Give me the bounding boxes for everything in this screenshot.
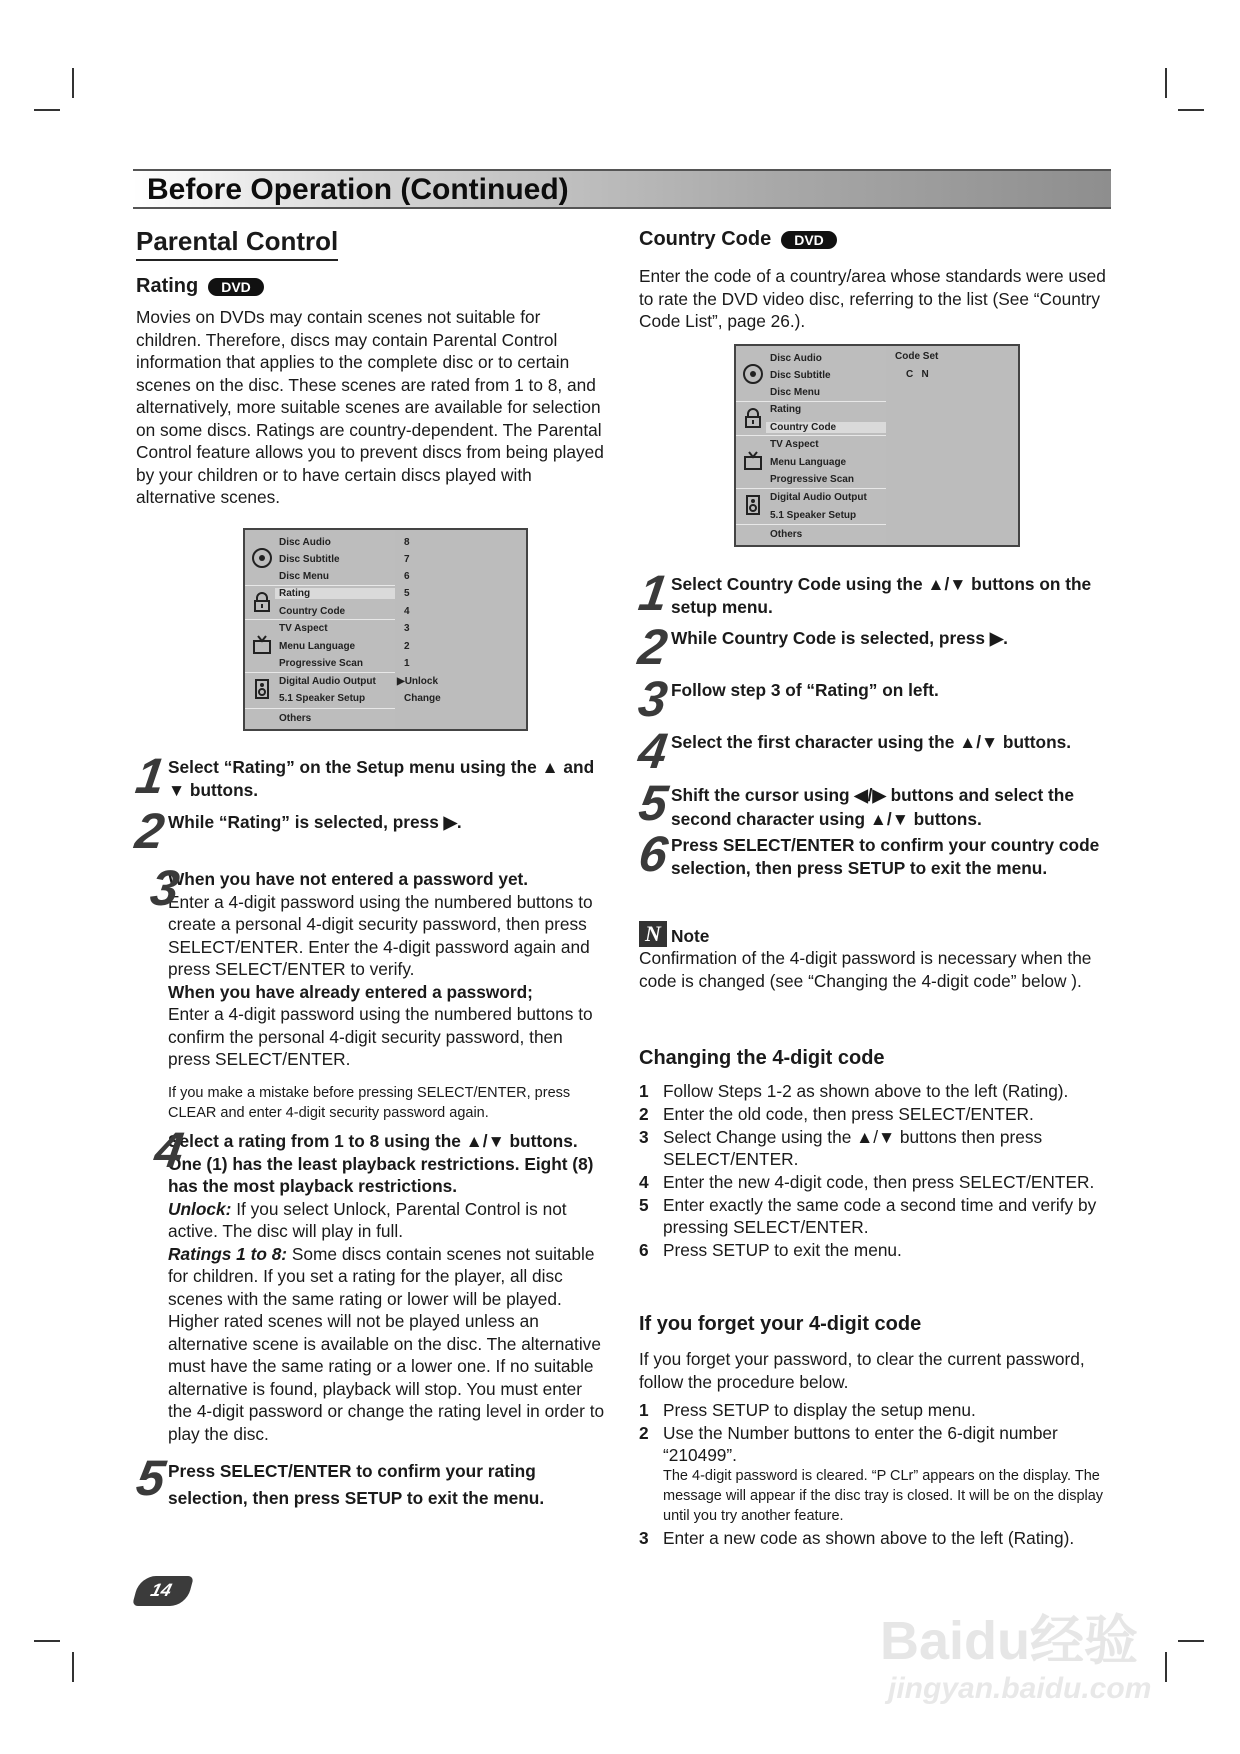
left-step-4 — [136, 1122, 610, 1445]
crop-mark — [1165, 1652, 1167, 1682]
menu-item-progressive-scan: Progressive Scan — [770, 474, 854, 485]
country-code-intro: Enter the code of a country/area whose standards were used to rate the DVD video disc, referring to the list (See “Country Code List”, page 26.). — [639, 266, 1106, 331]
code-set-label: Code Set — [895, 351, 939, 362]
menu-item-digital-audio-output: Digital Audio Output — [279, 676, 376, 687]
changing-code-section — [639, 1047, 1109, 1262]
note-text: Confirmation of the 4-digit password is necessary when the code is changed (see “Changing the 4-digit code” below ). — [639, 948, 1092, 991]
menu-item-country-code: Country Code — [279, 606, 346, 617]
menu-list — [736, 346, 888, 545]
step-text: While Country Code is selected, press ▶. — [671, 628, 1008, 648]
right-step-5 — [635, 775, 1109, 831]
rating-intro: Movies on DVDs may contain scenes not suitable for children. Therefore, discs may contain Parental Control information that applies to the complete disc or to certain scenes on the disc. These scenes are rated from 1 to 8, and alternatively, more suitable scenes are available for selection on some discs. Ratings are country-dependent. The Parental Control feature allows you to prevent discs from being played by your children or to have certain discs played with alternative scenes. — [136, 307, 604, 507]
note-section — [639, 921, 1109, 992]
step-text: Follow step 3 of “Rating” on left. — [671, 680, 939, 700]
menu-item-disc-menu: Disc Menu — [279, 571, 330, 582]
rating-value-change: Change — [404, 693, 441, 704]
disc-icon — [251, 547, 273, 569]
step-text: Select “Rating” on the Setup menu using the ▲ and ▼ buttons. — [168, 757, 595, 800]
page-number: 14 — [148, 1580, 174, 1600]
menu-item-speaker-setup: 5.1 Speaker Setup — [770, 510, 857, 521]
step-text: Enter a 4-digit password using the numbered buttons to confirm the personal 4-digit security password, then press SELECT/ENTER. — [168, 1004, 593, 1069]
changing-code-list — [639, 1080, 1109, 1261]
step-number: 6 — [635, 826, 672, 882]
list-item: 3 Select Change using the ▲/▼ buttons then press SELECT/ENTER. — [639, 1127, 1043, 1169]
rating-heading — [136, 275, 610, 298]
country-code-title: Country Code — [639, 228, 772, 250]
watermark-logo: Baidu经验 — [880, 1611, 1139, 1671]
step-text: Select a rating from 1 to 8 using the ▲/▼ buttons. One (1) has the least playback restrictions. Eight (8) has the most playback restrictions. — [168, 1131, 594, 1196]
menu-item-disc-audio: Disc Audio — [279, 537, 331, 548]
list-item: 1 Follow Steps 1-2 as shown above to the left (Rating). — [639, 1081, 1069, 1101]
unlock-paragraph: Unlock: If you select Unlock, Parental Control is not active. The disc will play in full. — [168, 1198, 567, 1241]
crop-mark — [1165, 68, 1167, 98]
left-step-3 — [136, 860, 610, 1123]
step-subheading: When you have already entered a password; — [168, 981, 533, 1002]
code-set-value: C N — [906, 369, 929, 380]
step-text: While “Rating” is selected, press ▶. — [168, 812, 462, 832]
unlock-label: Unlock: — [168, 1198, 232, 1219]
note-icon: N — [639, 921, 667, 947]
list-item: 5 Enter exactly the same code a second time and verify by pressing SELECT/ENTER. — [639, 1195, 1097, 1237]
dvd-badge: DVD — [781, 231, 837, 249]
rating-value: 3 — [404, 623, 410, 634]
menu-item-tv-aspect: TV Aspect — [279, 623, 328, 634]
menu-item-speaker-setup: 5.1 Speaker Setup — [279, 693, 366, 704]
crop-mark — [34, 109, 60, 111]
section-header-bar — [133, 169, 1111, 209]
disc-icon — [742, 363, 764, 385]
right-column — [639, 228, 1109, 333]
step-number: 1 — [635, 565, 672, 621]
step-number: 4 — [151, 1122, 188, 1178]
list-item: 2 Use the Number buttons to enter the 6-digit number “210499”. The 4-digit password is cleared. “P CLr” appears on the display. The message will appear if the disc tray is closed. It will be on the display until you try another feature. — [639, 1422, 1109, 1526]
rating-setup-menu — [243, 528, 528, 731]
rating-value-unlock: ▶Unlock — [397, 676, 439, 687]
country-code-heading — [639, 228, 1109, 251]
list-item: 1 Press SETUP to display the setup menu. — [639, 1400, 976, 1420]
lock-icon — [742, 407, 764, 429]
rating-value: 1 — [404, 658, 410, 669]
step-number: 3 — [147, 860, 183, 916]
menu-item-others: Others — [279, 713, 312, 724]
list-item: 2 Enter the old code, then press SELECT/ENTER. — [639, 1104, 1034, 1124]
page-title: Before Operation (Continued) — [147, 173, 569, 206]
ratings-paragraph: Ratings 1 to 8: Some discs contain scenes not suitable for children. If you set a rating for the player, all disc scenes with the same rating or lower will be played. Higher rated scenes will not be played unless an alternative scene is available on the disc. The alternative must have the same rating or a lower one. If no suitable alternative is found, playback will stop. You must enter the 4-digit password or change the rating level in order to play the disc. — [168, 1243, 605, 1444]
rating-values-panel — [395, 530, 526, 729]
step-text: Press SELECT/ENTER to confirm your country code selection, then press SETUP to exit the menu. — [671, 835, 1100, 878]
right-step-1 — [635, 565, 1109, 621]
step-number: 5 — [133, 1450, 169, 1506]
menu-item-country-code: Country Code — [766, 422, 886, 433]
step-text: Press SELECT/ENTER to confirm your rating selection, then press SETUP to exit the menu. — [168, 1461, 545, 1508]
section-title: Parental Control — [136, 226, 338, 261]
arrow-right-icon: ▶ — [397, 676, 405, 687]
menu-item-disc-subtitle: Disc Subtitle — [279, 554, 340, 565]
rating-value: 4 — [404, 606, 410, 617]
left-step-2 — [132, 803, 610, 859]
lock-icon — [251, 591, 273, 613]
step-text: Enter a 4-digit password using the numbered buttons to create a personal 4-digit security password, then press SELECT/ENTER. Enter the 4-digit password again and press SELECT/ENTER to verify. — [168, 891, 593, 979]
forget-code-intro: If you forget your password, to clear the current password, follow the procedure below. — [639, 1349, 1085, 1392]
menu-item-digital-audio-output: Digital Audio Output — [770, 492, 867, 503]
step-text: Select Country Code using the ▲/▼ buttons on the setup menu. — [671, 574, 1092, 617]
list-item: 6 Press SETUP to exit the menu. — [639, 1240, 902, 1260]
crop-mark — [1178, 1640, 1204, 1642]
forget-code-section — [639, 1313, 1109, 1550]
list-item: 4 Enter the new 4-digit code, then press SELECT/ENTER. — [639, 1172, 1095, 1192]
menu-item-others: Others — [770, 529, 803, 540]
step-number: 3 — [635, 671, 671, 727]
note-title: Note — [671, 926, 710, 946]
left-step-5 — [133, 1450, 610, 1512]
step-small-note: If you make a mistake before pressing SELECT/ENTER, press CLEAR and enter 4-digit security password again. — [168, 1084, 571, 1121]
menu-item-tv-aspect: TV Aspect — [770, 439, 819, 450]
step-text: Shift the cursor using ◀/▶ buttons and select the second character using ▲/▼ buttons. — [671, 785, 1074, 829]
menu-item-disc-audio: Disc Audio — [770, 353, 822, 364]
forget-code-list — [639, 1399, 1109, 1549]
menu-item-menu-language: Menu Language — [279, 641, 356, 652]
rating-value: 8 — [404, 537, 410, 548]
left-step-1 — [132, 748, 610, 804]
menu-item-menu-language: Menu Language — [770, 457, 847, 468]
dvd-badge: DVD — [208, 278, 264, 296]
speaker-icon — [742, 494, 764, 516]
menu-item-rating: Rating — [275, 588, 395, 599]
step-text: Select the first character using the ▲/▼ buttons. — [671, 732, 1072, 752]
step-number: 2 — [132, 803, 168, 859]
step-subheading: When you have not entered a password yet. — [168, 869, 529, 889]
right-step-6 — [635, 826, 1109, 882]
forget-code-title: If you forget your 4-digit code — [639, 1313, 922, 1335]
rating-value: 6 — [404, 571, 410, 582]
ratings-label: Ratings 1 to 8: — [168, 1243, 288, 1264]
step-number: 5 — [635, 775, 672, 831]
changing-code-title: Changing the 4-digit code — [639, 1047, 885, 1069]
list-item-note: The 4-digit password is cleared. “P CLr” appears on the display. The message will appear if the disc tray is closed. It will be on the display until you try another feature. — [663, 1468, 1104, 1524]
rating-value: 7 — [404, 554, 410, 565]
note-heading — [639, 921, 1109, 947]
right-step-3 — [635, 671, 1109, 727]
crop-mark — [1178, 109, 1204, 111]
right-step-4 — [635, 723, 1109, 779]
list-item: 3 Enter a new code as shown above to the left (Rating). — [639, 1528, 1075, 1548]
rating-value: 2 — [404, 641, 410, 652]
rating-value: 5 — [404, 588, 410, 599]
menu-item-disc-subtitle: Disc Subtitle — [770, 370, 831, 381]
rating-title: Rating — [136, 275, 199, 297]
step-number: 2 — [635, 619, 671, 675]
country-code-setup-menu — [734, 344, 1020, 547]
menu-list — [245, 530, 397, 729]
left-column — [136, 222, 610, 509]
step-number: 4 — [635, 723, 671, 779]
speaker-icon — [251, 678, 273, 700]
menu-item-progressive-scan: Progressive Scan — [279, 658, 363, 669]
step-number: 1 — [132, 748, 169, 804]
menu-item-disc-menu: Disc Menu — [770, 387, 821, 398]
watermark-url: jingyan.baidu.com — [888, 1672, 1152, 1705]
tv-icon — [742, 450, 764, 472]
crop-mark — [72, 1652, 74, 1682]
menu-item-rating: Rating — [770, 404, 802, 415]
tv-icon — [251, 634, 273, 656]
code-set-panel — [886, 346, 1018, 545]
crop-mark — [34, 1640, 60, 1642]
right-step-2 — [635, 619, 1109, 675]
page-number-badge — [132, 1576, 194, 1606]
crop-mark — [72, 68, 74, 98]
